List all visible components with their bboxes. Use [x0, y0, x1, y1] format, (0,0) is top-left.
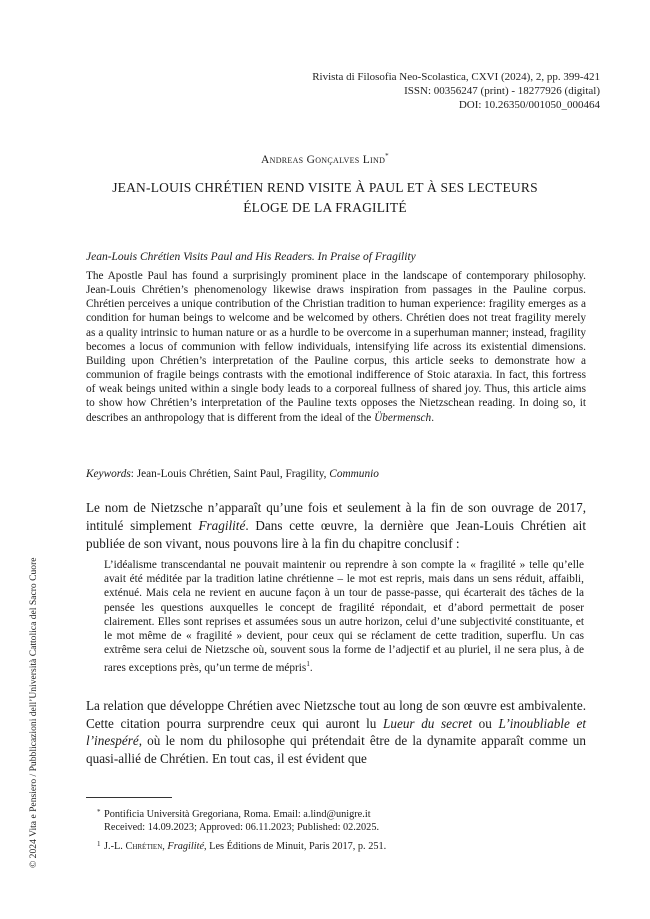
footnote-author [97, 808, 586, 834]
footnote-1-mark: 1 [97, 840, 101, 848]
author-footnote-mark: * [385, 152, 389, 160]
author-name: Andreas Gonçalves Lind [261, 153, 386, 166]
body-paragraph-1 [86, 499, 586, 553]
footnote-1-rest: , Les Éditions de Minuit, Paris 2017, p. 251. [204, 841, 387, 852]
quote-text: L’idéalisme transcendantal ne pouvait maintenir ou reprendre à son compte la « fragilité » telle qu’elle avait été méditée par la tradition latine chrétienne – le mot est repris, mais dans un sens réduit, affaibli, exténué. Mais cela ne revient en aucune façon à un tour de passe-passe, qui écarterait des tâches de la pensée les questions auxquelles le concept de fragilité répondait, et d’abord permettait de poser clairement. Elles sont reprises et assumées sous un autre horizon, celui d’une subjectivité constituante, et le mot même de « fragilité » devient, pour ceux qui se réclament de cette tradition, superflu. Un cas extrême sera celui de Nietzsche où, souvent sous la forme de l’adjectif et au pluriel, il ne sera plus, à de rares exceptions près, qu’un terme de mépris [104, 559, 584, 675]
article-title [80, 178, 570, 218]
p2-book-title-2: L’inoubliable et l’inespéré [86, 715, 586, 748]
quote-footnote-ref[interactable]: 1 [306, 660, 310, 669]
footnotes [97, 808, 586, 859]
abstract-end: . [431, 411, 435, 424]
title-line-1: JEAN-LOUIS CHRÉTIEN REND VISITE À PAUL ET À SES LECTEURS [112, 180, 538, 195]
doi-line: DOI: 10.26350/001050_000464 [458, 99, 600, 111]
p2-text-a: La relation que développe Chrétien avec Nietzsche tout au long de son œuvre est ambivalente. Cette citation pourra surprendre ceux qui auront lu [86, 698, 586, 731]
p1-text-a: Le nom de Nietzsche n’apparaît qu’une fois et seulement à la fin de son ouvrage de 2017, intitulé simplement [86, 500, 586, 533]
footnote-dates: Received: 14.09.2023; Approved: 06.11.2023; Published: 02.2025. [104, 822, 380, 833]
abstract-body: The Apostle Paul has found a surprisingly prominent place in the landscape of contemporary philosophy. Jean-Louis Chrétien’s phenomenology likewise draws inspiration from passages in the Pauline corpus. Chrétien perceives a unique contribution of the Christian tradition to human experience: fragility emerges as a condition for human beings to welcome and be welcomed by others. Chrétien does not treat fragility merely as a quality intrinsic to human nature or as a hurdle to be overcome in a superhuman manner; instead, fragility becomes a locus of communion with fellow individuals, intensifying life across its existential dimensions. Building upon Chrétien’s interpretation of the Pauline corpus, this article seeks to demonstrate how a communion of fragile beings contrasts with the emotional indifference of Stoic ataraxia. In fact, this fortress of weak beings united within a single body leads to a corporeal fullness of shared joy. Thus, this article aims to show how Chrétien’s interpretation of the Pauline texts opposes the Nietzschean reading. In doing so, it describes an anthropology that is different from the ideal of the [86, 270, 586, 424]
quote-end: . [309, 662, 313, 675]
journal-header [312, 70, 600, 112]
keywords-list: : Jean-Louis Chrétien, Saint Paul, Fragility, [130, 468, 330, 480]
footnote-affiliation: Pontificia Università Gregoriana, Roma. Email: a.lind@unigre.it [104, 809, 371, 820]
footnote-1-title: Fragilité [167, 841, 205, 852]
author-line [0, 152, 650, 166]
journal-citation: Rivista di Filosofia Neo-Scolastica, CXVI (2024), 2, pp. 399-421 [312, 71, 600, 83]
title-line-2: ÉLOGE DE LA FRAGILITÉ [243, 200, 407, 215]
body-paragraph-2 [86, 697, 586, 767]
footnote-1-sep: , [162, 841, 168, 852]
p1-book-title: Fragilité [198, 518, 246, 533]
issn-line: ISSN: 00356247 (print) - 18277926 (digital) [404, 85, 600, 97]
footnote-1 [97, 840, 586, 853]
keywords-label: Keywords [86, 468, 131, 480]
copyright-sidebar: © 2024 Vita e Pensiero / Pubblicazioni dell’Università Cattolica del Sacro Cuore [28, 557, 39, 868]
block-quote [104, 558, 584, 675]
footnote-star-mark: * [97, 808, 101, 816]
abstract-italic-term: Übermensch [374, 411, 432, 424]
footnote-1-author: J.-L. Chrétien [104, 841, 163, 852]
keywords [86, 468, 586, 480]
footnote-divider [86, 797, 172, 798]
p1-text-b: . Dans cette œuvre, la dernière que Jean-Louis Chrétien ait publiée de son vivant, nous pouvons lire à la fin du chapitre conclusif : [86, 518, 586, 551]
keywords-italic: Communio [329, 468, 379, 480]
abstract-title: Jean-Louis Chrétien Visits Paul and His Readers. In Praise of Fragility [86, 251, 416, 263]
p2-book-title-1: Lueur du secret [383, 715, 473, 731]
p2-text-b: ou [472, 715, 499, 731]
abstract-text [86, 269, 586, 425]
p2-text-c: , où le nom du philosophe qui prétendait être de la dynamite apparaît comme un quasi-allié de Chrétien. En tout cas, il est évident que [86, 733, 586, 766]
